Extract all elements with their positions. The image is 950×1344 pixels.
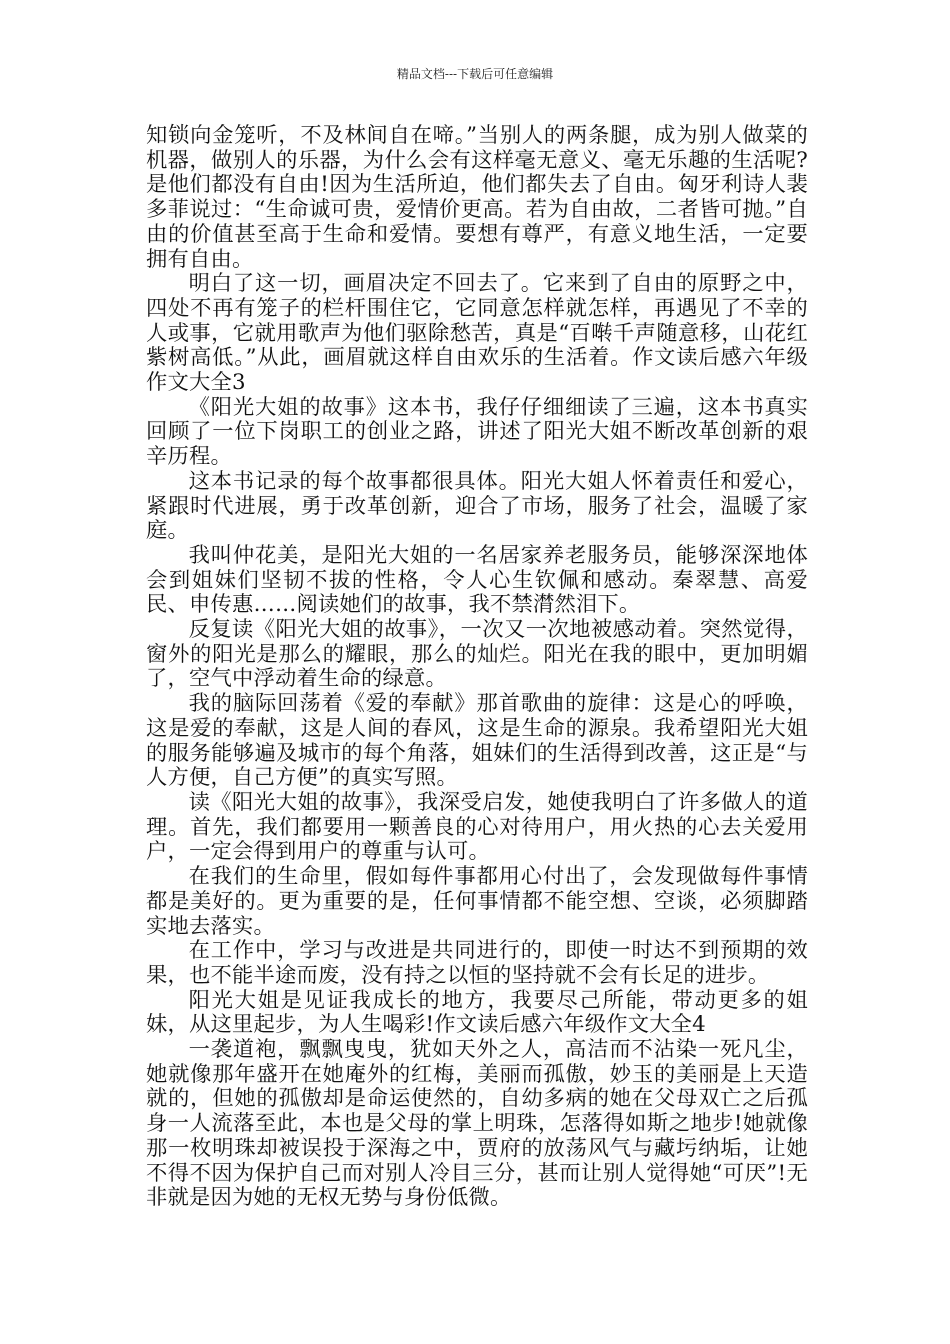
paragraph: 一袭道袍，飘飘曳曳，犹如天外之人，高洁而不沾染一死凡尘，她就像那年盛开在她庵外的红梅，美丽而孤傲，妙玉的美丽是上天造就的，但她的孤傲却是命运使然的，自幼多病的她在父母双亡之后孤身一人流落至此，本也是父母的掌上明珠，怎落得如斯之地步!她就像那一枚明珠却被误投于深海之中，贾府的放荡风气与藏圬纳垢，让她不得不因为保护自己而对别人冷目三分，甚而让别人觉得她“可厌”!无非就是因为她的无权无势与身份低微。 — [146, 1037, 808, 1211]
paragraph: 在工作中，学习与改进是共同进行的，即使一时达不到预期的效果，也不能半途而废，没有持之以恒的坚持就不会有长足的进步。 — [146, 938, 808, 988]
paragraph: 明白了这一切，画眉决定不回去了。它来到了自由的原野之中，四处不再有笼子的栏杆围住它，它同意怎样就怎样，再遇见了不幸的人或事，它就用歌声为他们驱除愁苦，真是“百啭千声随意移，山花红紫树高低。”从此，画眉就这样自由欢乐的生活着。作文读后感六年级作文大全3 — [146, 271, 808, 396]
paragraph: 在我们的生命里，假如每件事都用心付出了，会发现做每件事情都是美好的。更为重要的是，任何事情都不能空想、空谈，必须脚踏实地去落实。 — [146, 864, 808, 939]
paragraph: 这本书记录的每个故事都很具体。阳光大姐人怀着责任和爱心，紧跟时代进展，勇于改革创新，迎合了市场，服务了社会，温暖了家庭。 — [146, 468, 808, 544]
paragraph: 我叫仲花美，是阳光大姐的一名居家养老服务员，能够深深地体会到姐妹们坚韧不拔的性格，令人心生钦佩和感动。秦翠慧、高爱民、申传惠……阅读她们的故事，我不禁潸然泪下。 — [146, 542, 808, 618]
paragraph: 反复读《阳光大姐的故事》，一次又一次地被感动着。突然觉得，窗外的阳光是那么的耀眼，那么的灿烂。阳光在我的眼中，更加明媚了，空气中浮动着生命的绿意。 — [146, 617, 808, 692]
paragraph: 知锁向金笼听，不及林间自在啼。”当别人的两条腿，成为别人做菜的机器，做别人的乐器，为什么会有这样毫无意义、毫无乐趣的生活呢?是他们都没有自由!因为生活所迫，他们都失去了自由。匈牙利诗人裴多菲说过：“生命诚可贵，爱情价更高。若为自由故，二者皆可抛。”自由的价值甚至高于生命和爱情。要想有尊严，有意义地生活，一定要拥有自由。 — [146, 123, 808, 272]
paragraph: 读《阳光大姐的故事》，我深受启发，她使我明白了许多做人的道理。首先，我们都要用一颗善良的心对待用户，用火热的心去关爱用户，一定会得到用户的尊重与认可。 — [146, 789, 808, 865]
paragraph: 我的脑际回荡着《爱的奉献》那首歌曲的旋律：这是心的呼唤，这是爱的奉献，这是人间的春风，这是生命的源泉。我希望阳光大姐的服务能够遍及城市的每个角落，姐妹们的生活得到改善，这正是“与人方便，自己方便”的真实写照。 — [146, 691, 808, 791]
paragraph: 《阳光大姐的故事》这本书，我仔仔细细读了三遍，这本书真实回顾了一位下岗职工的创业之路，讲述了阳光大姐不断改革创新的艰辛历程。 — [146, 394, 808, 470]
paragraph: 阳光大姐是见证我成长的地方，我要尽己所能，带动更多的姐妹，从这里起步，为人生喝彩!作文读后感六年级作文大全4 — [146, 987, 808, 1038]
document-body — [146, 124, 808, 1211]
page-header: 精品文档---下载后可任意编辑 — [396, 67, 554, 81]
